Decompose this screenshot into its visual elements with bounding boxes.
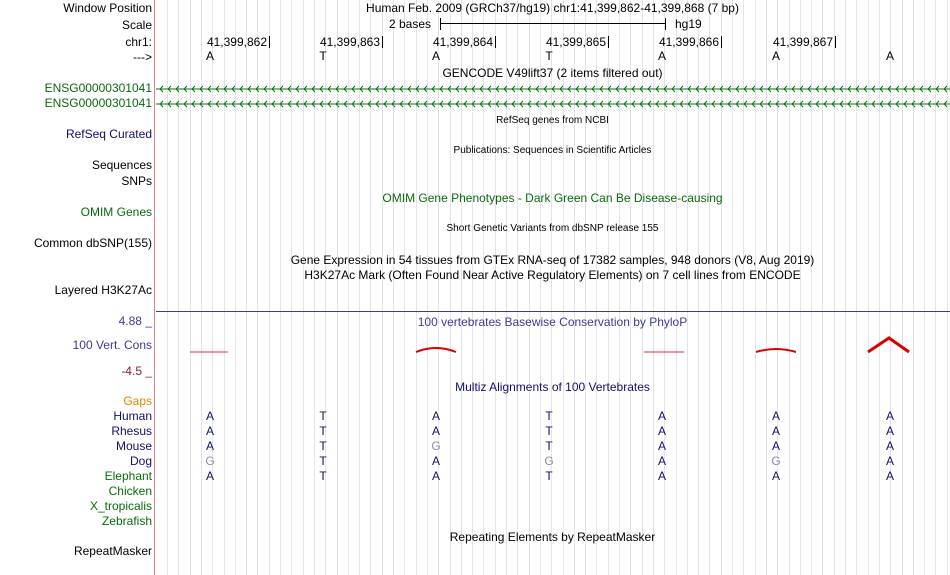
chromosome-label: chr1:	[125, 35, 152, 49]
sequences-track-label[interactable]: Sequences	[91, 158, 152, 172]
phylop-peaks	[156, 334, 950, 358]
ruler-tick	[269, 36, 270, 48]
ruler-tick	[382, 36, 383, 48]
species-label[interactable]: Rhesus	[111, 424, 152, 438]
ruler-tick	[721, 36, 722, 48]
scale-bar-left-tick	[440, 18, 441, 30]
species-label[interactable]: Mouse	[115, 439, 152, 453]
alignment-base: A	[431, 409, 440, 423]
h3k27-track-label[interactable]: Layered H3K27Ac	[54, 283, 152, 297]
scale-label: Scale	[121, 18, 152, 32]
phylop-wiggle[interactable]	[156, 334, 950, 358]
species-label[interactable]: Chicken	[108, 484, 152, 498]
ruler-position-label: 41,399,863	[319, 35, 380, 49]
ruler-tick	[495, 36, 496, 48]
gencode-intron-line	[156, 84, 950, 94]
alignment-base: A	[205, 424, 214, 438]
repeatmasker-track-title: Repeating Elements by RepeatMasker	[449, 530, 656, 544]
scale-assembly: hg19	[675, 17, 702, 31]
gencode-gene-track[interactable]	[156, 98, 950, 108]
alignment-base: A	[431, 424, 440, 438]
alignment-base: T	[545, 409, 553, 423]
alignment-base: T	[319, 454, 327, 468]
alignment-base: A	[657, 439, 666, 453]
species-label[interactable]: Human	[113, 409, 152, 423]
alignment-base: G	[431, 439, 441, 453]
alignment-base: A	[771, 469, 780, 483]
alignment-base: T	[319, 439, 327, 453]
alignment-base: A	[205, 469, 214, 483]
gencode-item-label[interactable]: ENSG00000301041	[44, 81, 152, 95]
scale-bar	[440, 23, 666, 24]
ruler-position-label: 41,399,862	[206, 35, 267, 49]
ruler-position-label: 41,399,864	[432, 35, 493, 49]
ruler-position-label: 41,399,866	[658, 35, 719, 49]
ruler-position-label: 41,399,865	[545, 35, 606, 49]
snps-track-label[interactable]: SNPs	[121, 174, 152, 188]
alignment-base: A	[657, 424, 666, 438]
ruler-base: A	[431, 49, 440, 63]
sequences-track-title: Publications: Sequences in Scientific Articles	[453, 145, 652, 156]
gencode-intron-line	[156, 99, 950, 109]
ruler-base: T	[545, 49, 553, 63]
alignment-base: T	[319, 424, 327, 438]
refseq-track-label[interactable]: RefSeq Curated	[65, 127, 152, 141]
refseq-track-title: RefSeq genes from NCBI	[496, 115, 609, 126]
gtex-track-title: Gene Expression in 54 tissues from GTEx RNA-seq of 17382 samples, 948 donors (V8, Aug 2019)	[290, 253, 815, 267]
gaps-label[interactable]: Gaps	[123, 394, 152, 408]
phylop-track-title: 100 vertebrates Basewise Conservation by PhyloP	[417, 315, 688, 329]
multiz-track-title: Multiz Alignments of 100 Vertebrates	[455, 380, 650, 394]
ruler-tick	[608, 36, 609, 48]
alignment-base: A	[771, 424, 780, 438]
ruler-base: A	[771, 49, 780, 63]
alignment-base: A	[657, 454, 666, 468]
alignment-base: A	[431, 469, 440, 483]
alignment-base: A	[771, 439, 780, 453]
alignment-base: A	[431, 454, 440, 468]
window-position-value: Human Feb. 2009 (GRCh37/hg19) chr1:41,399,862-41,399,868 (7 bp)	[366, 1, 739, 15]
alignment-base: T	[319, 409, 327, 423]
repeatmasker-track-label[interactable]: RepeatMasker	[73, 544, 152, 558]
gencode-item-label[interactable]: ENSG00000301041	[44, 96, 152, 110]
alignment-base: T	[545, 424, 553, 438]
ruler-base: A	[885, 49, 894, 63]
alignment-base: G	[205, 454, 215, 468]
alignment-base: A	[205, 409, 214, 423]
alignment-base: T	[545, 469, 553, 483]
scale-value: 2 bases	[389, 17, 432, 31]
conservation-min-value: -4.5 _	[121, 364, 152, 378]
alignment-base: T	[319, 469, 327, 483]
conservation-track-label[interactable]: 100 Vert. Cons	[72, 338, 152, 352]
alignment-base: A	[885, 424, 894, 438]
alignment-base: A	[205, 439, 214, 453]
ruler-base: A	[657, 49, 666, 63]
species-label[interactable]: X_tropicalis	[89, 499, 152, 513]
alignment-base: A	[885, 409, 894, 423]
ruler-position-label: 41,399,867	[772, 35, 833, 49]
species-label[interactable]: Elephant	[104, 469, 152, 483]
conservation-top-line	[156, 311, 950, 312]
strand-label: --->	[133, 50, 152, 64]
window-position-label: Window Position	[63, 1, 152, 15]
ruler-base: A	[205, 49, 214, 63]
dbsnp-track-label[interactable]: Common dbSNP(155)	[33, 236, 152, 250]
scale-bar-right-tick	[665, 18, 666, 30]
h3k27-track-title: H3K27Ac Mark (Often Found Near Active Regulatory Elements) on 7 cell lines from ENCODE	[304, 268, 801, 282]
alignment-base: A	[885, 439, 894, 453]
alignment-base: G	[771, 454, 781, 468]
species-label[interactable]: Dog	[129, 454, 152, 468]
omim-track-label[interactable]: OMIM Genes	[80, 205, 152, 219]
alignment-base: A	[885, 469, 894, 483]
alignment-base: G	[544, 454, 554, 468]
ruler-tick	[835, 36, 836, 48]
ruler-base: T	[319, 49, 327, 63]
alignment-base: A	[657, 469, 666, 483]
omim-track-title: OMIM Gene Phenotypes - Dark Green Can Be Disease-causing	[382, 191, 723, 205]
gencode-gene-track[interactable]	[156, 83, 950, 93]
alignment-base: A	[885, 454, 894, 468]
alignment-base: A	[771, 409, 780, 423]
conservation-max-value: 4.88 _	[118, 314, 152, 328]
species-label[interactable]: Zebrafish	[101, 514, 152, 528]
alignment-base: T	[545, 439, 553, 453]
gencode-track-title: GENCODE V49lift37 (2 items filtered out)	[442, 66, 663, 80]
dbsnp-track-title: Short Genetic Variants from dbSNP release 155	[446, 223, 659, 234]
alignment-base: A	[657, 409, 666, 423]
